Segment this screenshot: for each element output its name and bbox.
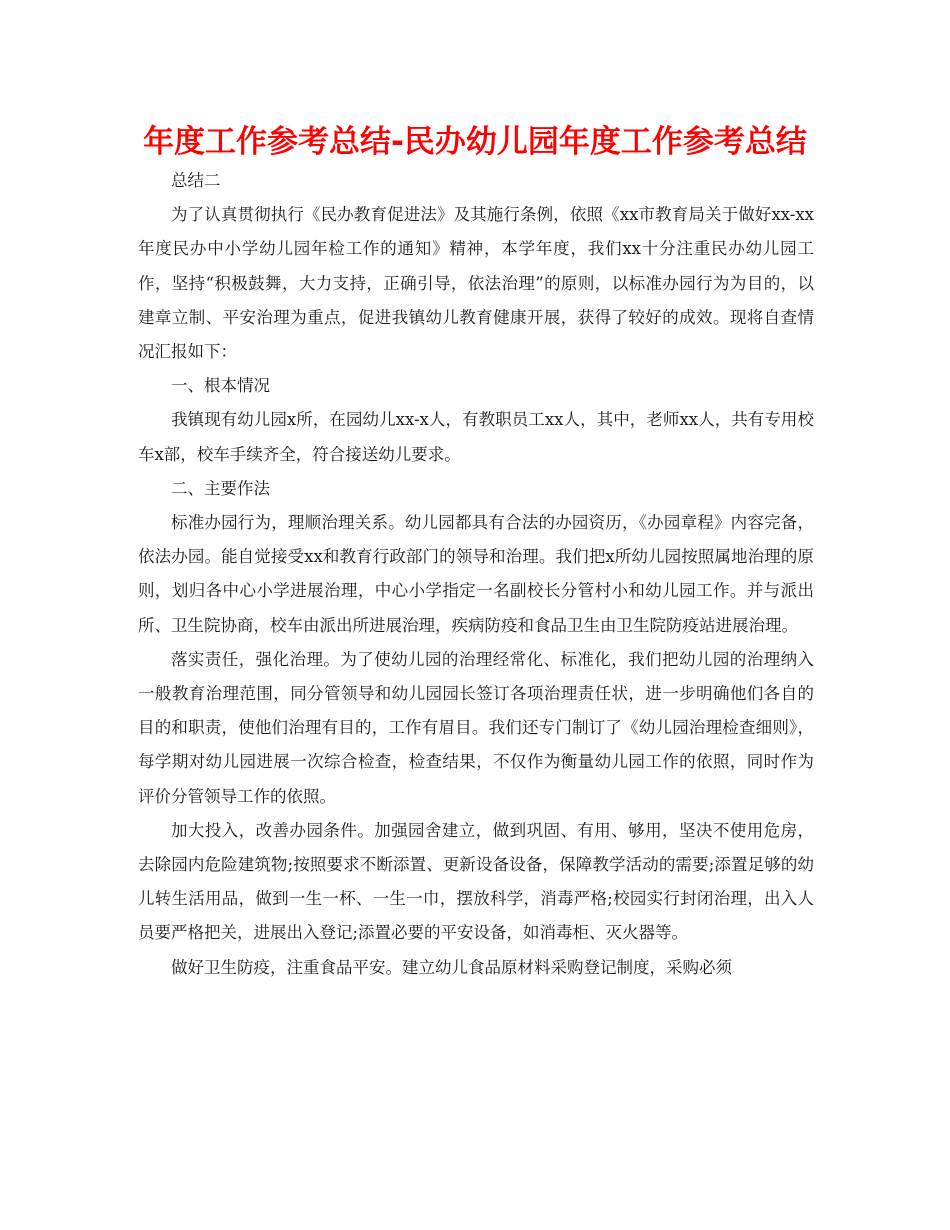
section-heading: 总结二	[171, 171, 221, 190]
paragraph: 为了认真贯彻执行《民办教育促进法》及其施行条例，依照《xx市教育局关于做好xx-xx年度民办中小学幼儿园年检工作的通知》精神，本学年度，我们xx十分注重民办幼儿园工作，坚持“积极鼓舞，大力支持，正确引导，依法治理”的原则，以标准办园行为为目的，以建章立制、平安治理为重点，促进我镇幼儿教育健康开展，获得了较好的成效。现将自查情况汇报如下：	[138, 205, 814, 362]
paragraph: 加大投入，改善办园条件。加强园舍建立，做到巩固、有用、够用，坚决不使用危房，去除园内危险建筑物;按照要求不断添置、更新设备设备，保障教学活动的需要;添置足够的幼儿转生活用品，做到一生一杯、一生一巾，摆放科学，消毒严格;校园实行封闭治理，出入人员要严格把关，进展出入登记;添置必要的平安设备，如消毒柜、灭火器等。	[138, 820, 814, 943]
section-heading: 一、根本情况	[171, 376, 270, 396]
paragraph: 做好卫生防疫，注重食品平安。建立幼儿食品原材料采购登记制度，采购必须	[171, 957, 732, 977]
paragraph: 标准办园行为，理顺治理关系。幼儿园都具有合法的办园资历，《办园章程》内容完备，依法办园。能自觉接受xx和教育行政部门的领导和治理。我们把x所幼儿园按照属地治理的原则，划归各中心小学进展治理，中心小学指定一名副校长分管村小和幼儿园工作。并与派出所、卫生院协商，校车由派出所进展治理，疾病防疫和食品卫生由卫生院防疫站进展治理。	[138, 513, 814, 635]
paragraph: 落实责任，强化治理。为了使幼儿园的治理经常化、标准化，我们把幼儿园的治理纳入一般教育治理范围，同分管领导和幼儿园园长签订各项治理责任状，进一步明确他们各自的目的和职责，使他们治理有目的，工作有眉目。我们还专门制订了《幼儿园治理检查细则》，每学期对幼儿园进展一次综合检查，检查结果，不仅作为衡量幼儿园工作的依照，同时作为评价分管领导工作的依照。	[138, 649, 814, 806]
document-body	[138, 164, 814, 985]
document-title: 年度工作参考总结-民办幼儿园年度工作参考总结	[143, 124, 807, 160]
section-heading: 二、主要作法	[171, 478, 270, 498]
paragraph: 我镇现有幼儿园x所，在园幼儿xx-x人，有教职员工xx人，其中，老师xx人，共有专用校车x部，校车手续齐全，符合接送幼儿要求。	[138, 410, 814, 464]
